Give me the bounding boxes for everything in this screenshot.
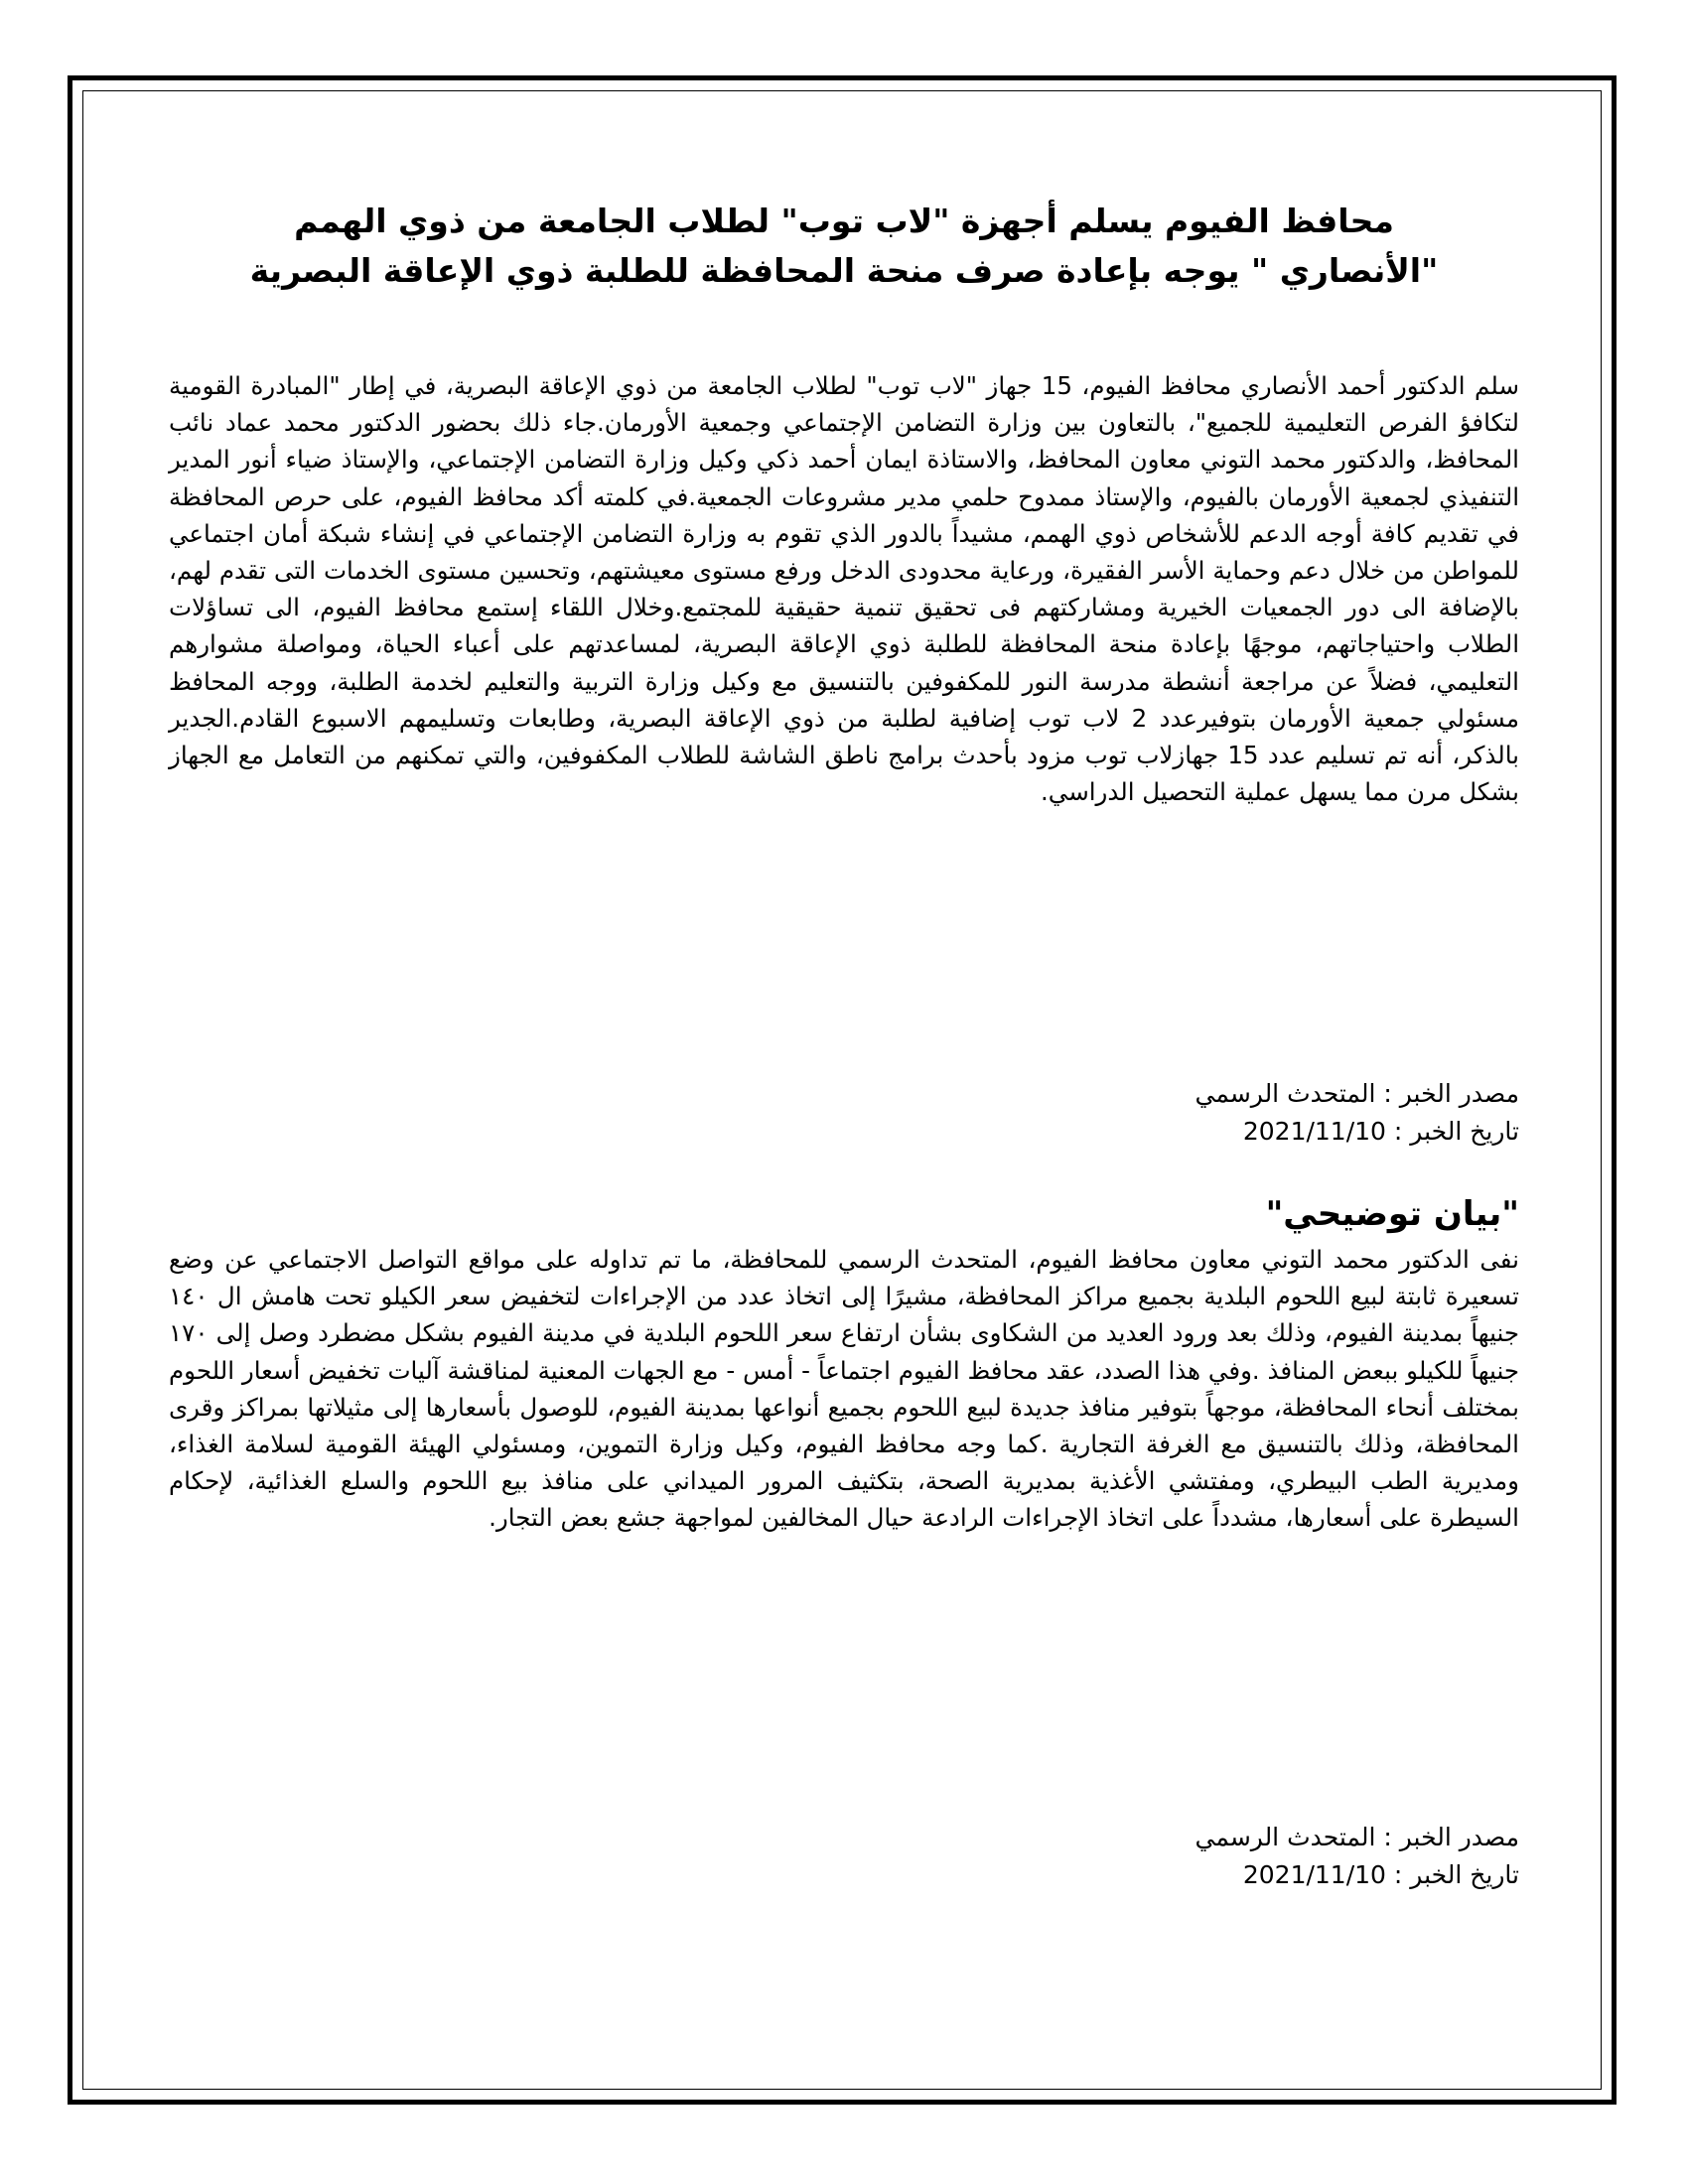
headline — [169, 197, 1519, 296]
statement-date: تاريخ الخبر : 2021/11/10 — [1242, 1860, 1519, 1889]
statement-meta — [169, 1819, 1519, 1894]
headline-line-1: محافظ الفيوم يسلم أجهزة "لاب توب" لطلاب الجامعة من ذوي الهمم — [294, 202, 1394, 240]
article-1-body: سلم الدكتور أحمد الأنصاري محافظ الفيوم، 15 جهاز "لاب توب" لطلاب الجامعة من ذوي الإعاقة البصرية، في إطار "المبادرة القومية لتكافؤ الفرص التعليمية للجميع"، بالتعاون بين وزارة التضامن الإجتماعي وجمعية الأورمان.جاء ذلك بحضور الدكتور محمد عماد نائب المحافظ، والدكتور محمد التوني معاون المحافظ، والاستاذة ايمان أحمد ذكي وكيل وزارة التضامن الإجتماعي، والإستاذ ضياء أنور المدير التنفيذي لجمعية الأورمان بالفيوم، والإستاذ ممدوح حلمي مدير مشروعات الجمعية.في كلمته أكد محافظ الفيوم، على حرص المحافظة في تقديم كافة أوجه الدعم للأشخاص ذوي الهمم، مشيداً بالدور الذي تقوم به وزارة التضامن الإجتماعي في إنشاء شبكة أمان اجتماعي للمواطن من خلال دعم وحماية الأسر الفقيرة، ورعاية محدودى الدخل ورفع مستوى معيشتهم، وتحسين مستوى الخدمات التى تقدم لهم، بالإضافة الى دور الجمعيات الخيرية ومشاركتهم فى تحقيق تنمية حقيقية للمجتمع.وخلال اللقاء إستمع محافظ الفيوم، الى تساؤلات الطلاب واحتياجاتهم، موجهًا بإعادة منحة المحافظة للطلبة ذوي الإعاقة البصرية، لمساعدتهم على أعباء الحياة، ومواصلة مشوارهم التعليمي، فضلاً عن مراجعة أنشطة مدرسة النور للمكفوفين بالتنسيق مع وكيل وزارة التربية والتعليم لخدمة الطلبة، ووجه المحافظ مسئولي جمعية الأورمان بتوفيرعدد 2 لاب توب إضافية لطلبة من ذوي الإعاقة البصرية، وطابعات وتسليمهم الاسبوع القادم.الجدير بالذكر، أنه تم تسليم عدد 15 جهازلاب توب مزود بأحدث برامج ناطق الشاشة للطلاب المكفوفين، والتي تمكنهم من التعامل مع الجهاز بشكل مرن مما يسهل عملية التحصيل الدراسي. — [169, 371, 1519, 807]
statement-title: "بيان توضيحي" — [1265, 1194, 1519, 1234]
article-1-meta — [169, 1075, 1519, 1151]
article-1-date: تاريخ الخبر : 2021/11/10 — [1242, 1117, 1519, 1146]
statement-body: نفى الدكتور محمد التوني معاون محافظ الفيوم، المتحدث الرسمي للمحافظة، ما تم تداوله على مواقع التواصل الاجتماعي عن وضع تسعيرة ثابتة لبيع اللحوم البلدية بجميع مراكز المحافظة، مشيرًا إلى اتخاذ عدد من الإجراءات لتخفيض سعر الكيلو تحت هامش ال ١٤٠ جنيهاً بمدينة الفيوم، وذلك بعد ورود العديد من الشكاوى بشأن ارتفاع سعر اللحوم البلدية في مدينة الفيوم بشكل مضطرد وصل إلى ١٧٠ جنيهاً للكيلو ببعض المنافذ .وفي هذا الصدد، عقد محافظ الفيوم اجتماعاً - أمس - مع الجهات المعنية لمناقشة آليات تخفيض أسعار اللحوم بمختلف أنحاء المحافظة، موجهاً بتوفير منافذ جديدة لبيع اللحوم بجميع أنواعها بمدينة الفيوم، للوصول بأسعارها إلى مثيلاتها بمراكز وقرى المحافظة، وذلك بالتنسيق مع الغرفة التجارية .كما وجه محافظ الفيوم، وكيل وزارة التموين، ومسئولي الهيئة القومية لسلامة الغذاء، ومديرية الطب البيطري، ومفتشي الأغذية بمديرية الصحة، بتكثيف المرور الميداني على منافذ بيع اللحوم والسلع الغذائية، لإحكام السيطرة على أسعارها، مشدداً على اتخاذ الإجراءات الرادعة حيال المخالفين لمواجهة جشع بعض التجار. — [169, 1245, 1519, 1533]
statement-source: مصدر الخبر : المتحدث الرسمي — [1195, 1823, 1519, 1851]
article-1-source: مصدر الخبر : المتحدث الرسمي — [1195, 1079, 1519, 1108]
headline-line-2: "الأنصاري " يوجه بإعادة صرف منحة المحافظة للطلبة ذوي الإعاقة البصرية — [249, 251, 1439, 290]
